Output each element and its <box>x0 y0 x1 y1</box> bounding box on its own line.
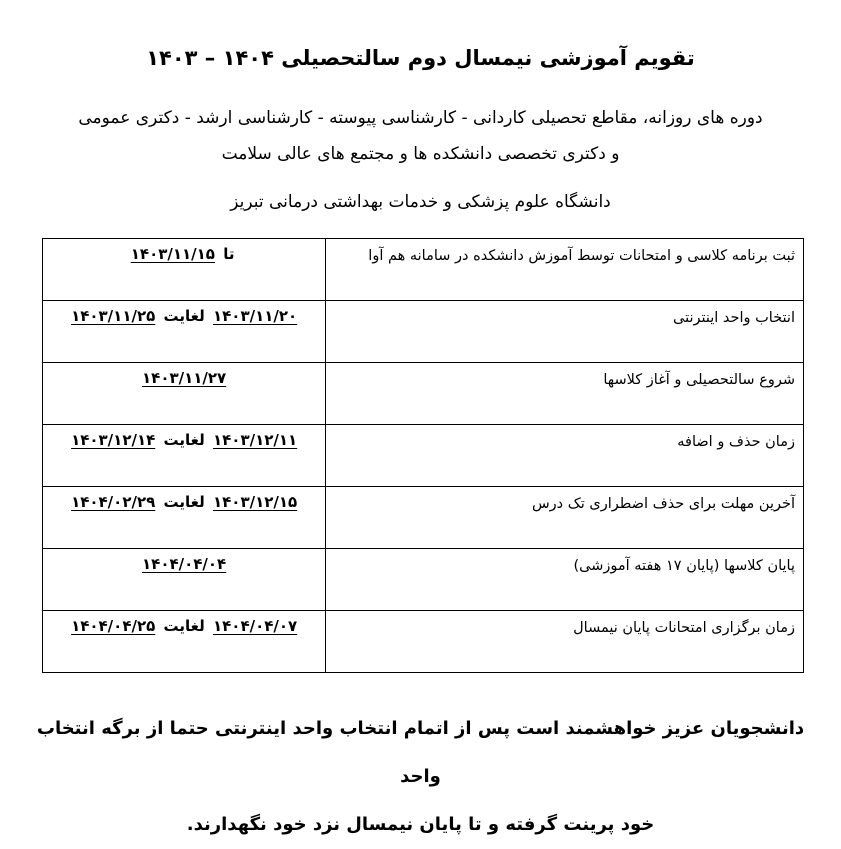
activity-cell: آخرین مهلت برای حذف اضطراری تک درس <box>326 487 804 549</box>
student-notice-line-1: دانشجویان عزیز خواهشمند است پس از اتمام انتخاب واحد اینترنتی حتما از برگه انتخاب واحد <box>36 718 805 787</box>
activity-cell: زمان حذف و اضافه <box>326 425 804 487</box>
table-row <box>43 363 804 425</box>
student-notice-line-2: خود پرینت گرفته و تا پایان نیمسال نزد خود نگهدارند. <box>186 814 655 835</box>
date-prefix: تا <box>223 245 235 263</box>
date-connector: لغایت <box>163 493 205 511</box>
date-connector: لغایت <box>163 617 205 635</box>
date-cell <box>43 363 326 425</box>
date-cell <box>43 549 326 611</box>
date-end: ۱۴۰۳/۱۱/۲۵ <box>71 307 156 325</box>
date-cell <box>43 239 326 301</box>
date-start: ۱۴۰۳/۱۱/۱۵ <box>130 245 215 263</box>
table-row <box>43 611 804 673</box>
activity-cell: زمان برگزاری امتحانات پایان نیمسال <box>326 611 804 673</box>
table-row <box>43 301 804 363</box>
date-start: ۱۴۰۴/۰۴/۰۷ <box>212 617 298 635</box>
date-start: ۱۴۰۴/۰۴/۰۴ <box>142 555 227 573</box>
activity-cell: انتخاب واحد اینترنتی <box>326 301 804 363</box>
university-name: دانشگاه علوم پزشکی و خدمات بهداشتی درمانی تبریز <box>230 192 611 212</box>
date-cell <box>43 301 326 363</box>
date-cell <box>43 487 326 549</box>
table-row <box>43 239 804 301</box>
date-start: ۱۴۰۳/۱۱/۲۷ <box>142 369 227 387</box>
date-start: ۱۴۰۳/۱۲/۱۵ <box>212 493 298 511</box>
academic-calendar-table <box>42 238 804 673</box>
date-start: ۱۴۰۳/۱۲/۱۱ <box>212 431 298 449</box>
program-description <box>30 100 811 172</box>
activity-cell: پایان کلاسها (پایان ۱۷ هفته آموزشی) <box>326 549 804 611</box>
program-description-line-1: دوره های روزانه، مقاطع تحصیلی کاردانی - کارشناسی پیوسته - کارشناسی ارشد - دکتری عمومی <box>78 108 763 128</box>
date-connector: لغایت <box>163 431 205 449</box>
activity-cell: ثبت برنامه کلاسی و امتحانات توسط آموزش دانشکده در سامانه هم آوا <box>326 239 804 301</box>
date-end: ۱۴۰۳/۱۲/۱۴ <box>71 431 156 449</box>
date-connector: لغایت <box>163 307 205 325</box>
activity-cell: شروع سالتحصیلی و آغاز کلاسها <box>326 363 804 425</box>
date-cell <box>43 425 326 487</box>
student-notice <box>20 705 821 849</box>
date-end: ۱۴۰۴/۰۴/۲۵ <box>71 617 156 635</box>
table-row <box>43 549 804 611</box>
table-row <box>43 487 804 549</box>
page-title: تقویم آموزشی نیمسال دوم سالتحصیلی ۱۴۰۴ – ۱۴۰۳ <box>146 46 695 70</box>
program-description-line-2: و دکتری تخصصی دانشکده ها و مجتمع های عالی سلامت <box>221 144 620 164</box>
date-end: ۱۴۰۴/۰۲/۲۹ <box>71 493 156 511</box>
date-cell <box>43 611 326 673</box>
table-row <box>43 425 804 487</box>
date-start: ۱۴۰۳/۱۱/۲۰ <box>212 307 298 325</box>
